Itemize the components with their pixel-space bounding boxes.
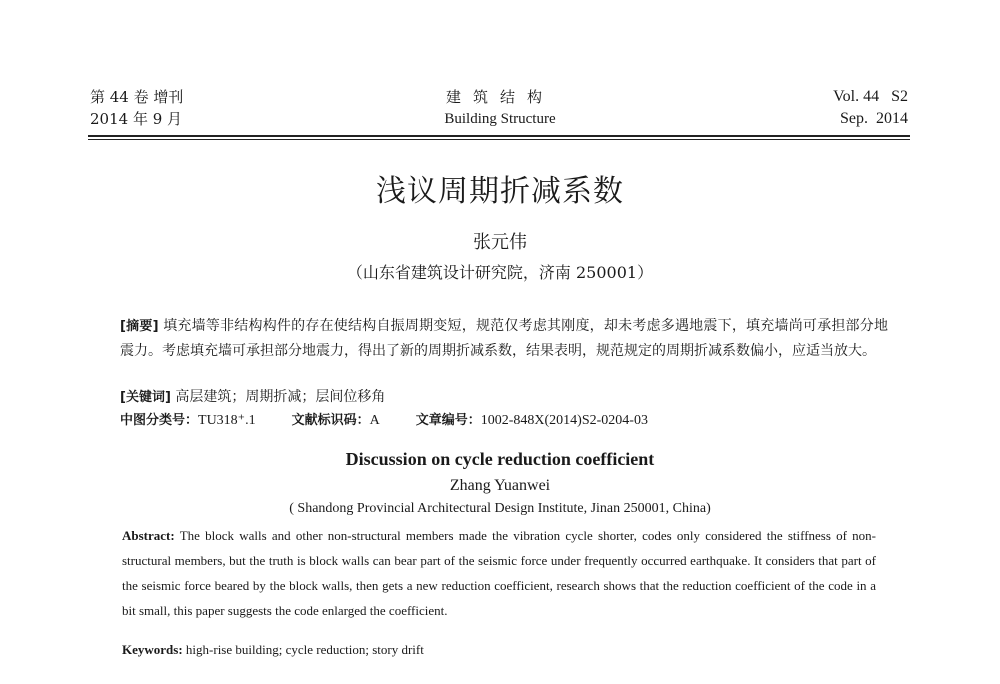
keywords-label-en: Keywords: <box>122 642 183 657</box>
article-no-value: 1002-848X(2014)S2-0204-03 <box>480 413 648 428</box>
keywords-label-cn: [关键词] <box>120 390 171 405</box>
paper-title-cn: 浅议周期折减系数 <box>376 174 624 209</box>
abstract-label-cn: [摘要] <box>120 319 159 334</box>
author-en: Zhang Yuanwei <box>449 477 551 494</box>
header-rule-thin <box>88 139 910 140</box>
abstract-label-en: Abstract: <box>122 528 175 543</box>
abstract-text-en: The block walls and other non-structural members made the vibration cycle shorter, codes only considered the stiffness of non-structural members, but the truth is block walls can bear part of the seismic force under frequently occurred earthquake. It considers that part of the seismic force beared by the block walls, then gets a new reduction coefficient, research shows that the reduction coefficient of the code in a bit small, this paper suggests the code enlarged the coefficient. <box>122 528 876 618</box>
classification-line <box>120 410 888 432</box>
header-rule-thick <box>88 135 910 137</box>
abstract-cn <box>120 314 888 363</box>
affiliation-en: ( Shandong Provincial Architectural Design Institute, Jinan 250001, China) <box>289 501 711 516</box>
keywords-en <box>122 639 876 661</box>
date-cn: 2014 年 9 月 <box>90 110 183 128</box>
clc-value: TU318⁺.1 <box>198 413 256 428</box>
doc-code-value: A <box>369 413 380 428</box>
header-right <box>833 86 908 130</box>
paper-title-en: Discussion on cycle reduction coefficient <box>345 449 655 469</box>
keywords-text-en: high-rise building; cycle reduction; story drift <box>185 642 424 657</box>
affiliation-cn: （山东省建筑设计研究院，济南 250001） <box>346 263 654 282</box>
volume-cn: 第 44 卷 增刊 <box>90 88 184 106</box>
abstract-text-cn: 填充墙等非结构构件的存在使结构自振周期变短，规范仅考虑其刚度，却未考虑多遇地震下，填充墙尚可承担部分地震力。考虑填充墙可承担部分地震力，得出了新的周期折减系数，结果表明，规范规定的周期折减系数偏小，应适当放大。 <box>120 318 888 359</box>
article-no-label: 文章编号： <box>415 413 481 428</box>
journal-name-en: Building Structure <box>444 111 556 127</box>
doc-code-label: 文献标识码： <box>291 413 370 428</box>
clc-label: 中图分类号： <box>120 413 199 428</box>
keywords-text-cn: 高层建筑；周期折减；层间位移角 <box>175 389 386 405</box>
keywords-cn <box>120 386 888 409</box>
author-cn: 张元伟 <box>473 232 527 253</box>
volume-en: Vol. 44 S2 <box>833 88 908 105</box>
date-en: Sep. 2014 <box>840 110 908 127</box>
journal-name-cn: 建筑结构 <box>445 88 554 106</box>
abstract-en <box>122 523 876 623</box>
